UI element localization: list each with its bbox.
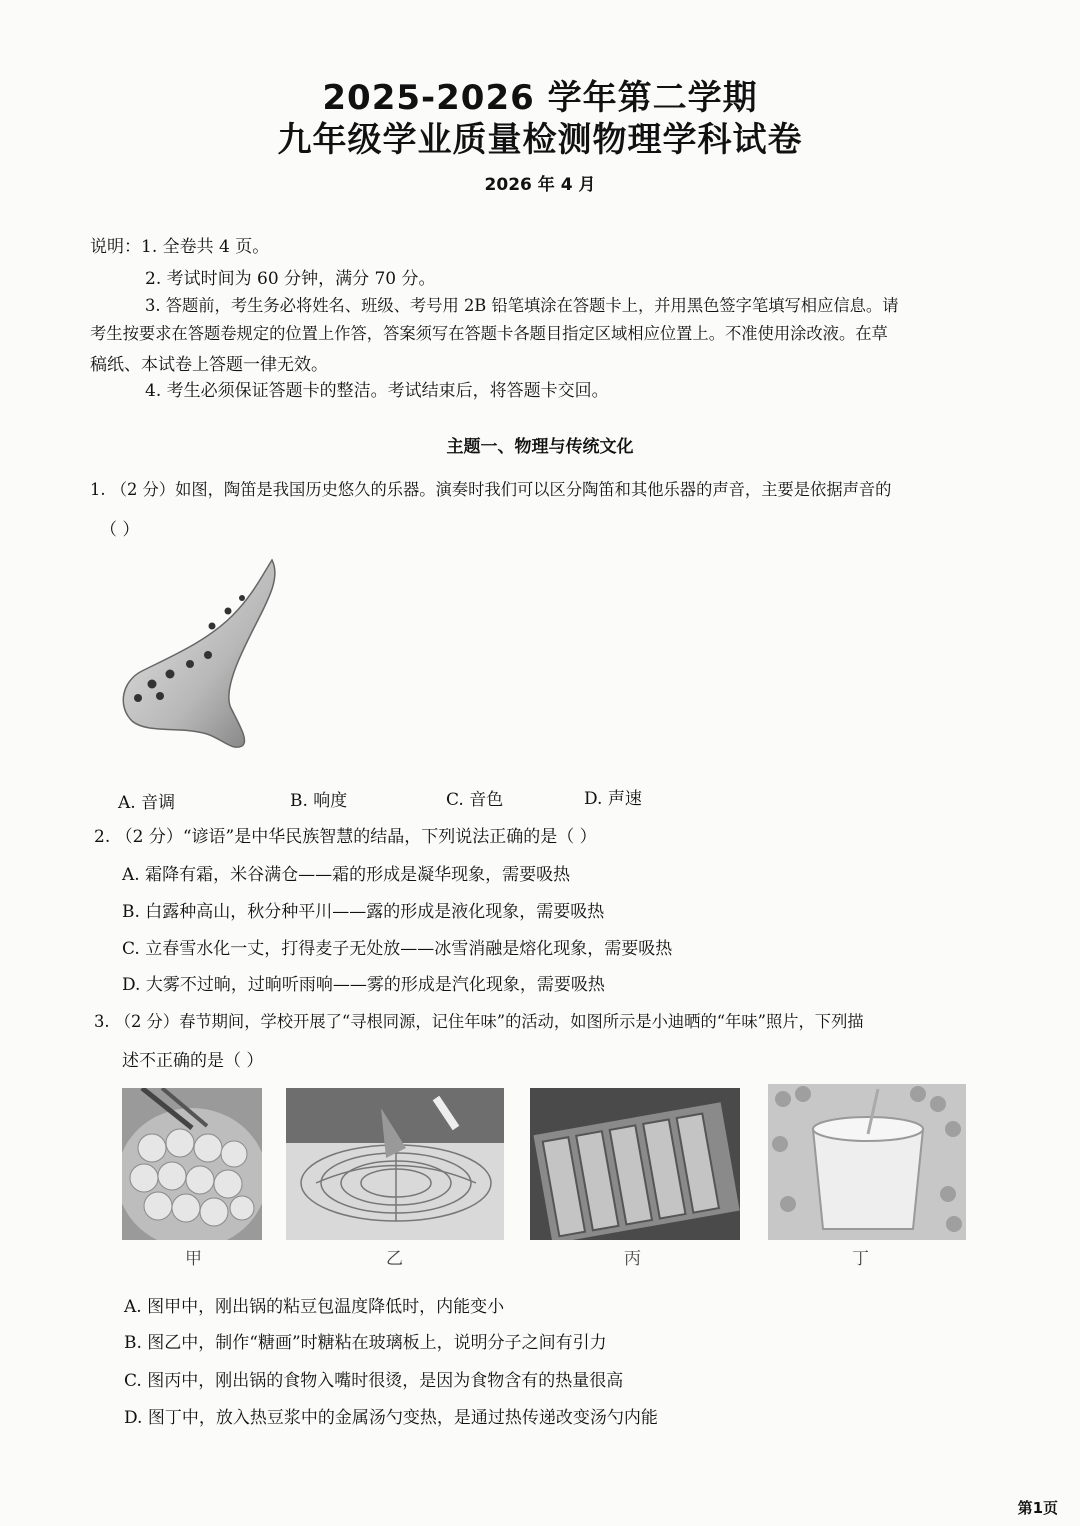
photo-jia xyxy=(122,1088,262,1240)
q2-option-c: C. 立春雪水化一丈，打得麦子无处放——冰雪消融是熔化现象，需要吸热 xyxy=(122,939,673,959)
q1-option-a: A. 音调 xyxy=(118,793,176,813)
q3-stem-line2: 述不正确的是（ ） xyxy=(122,1051,264,1071)
q3-stem-line1: 3. （2 分）春节期间，学校开展了“寻根同源，记住年味”的活动，如图所示是小迪晒的“年味”照片，下列描 xyxy=(94,1012,864,1031)
q1-option-d: D. 声速 xyxy=(584,789,642,809)
photo-ding xyxy=(768,1084,966,1240)
q1-option-c: C. 音色 xyxy=(446,790,504,810)
q1-option-b: B. 响度 xyxy=(290,791,348,811)
note-line-3b: 考生按要求在答题卷规定的位置上作答，答案须写在答题卡各题目指定区域相应位置上。不准使用涂改液。在草 xyxy=(90,324,888,343)
q2-stem: 2. （2 分）“谚语”是中华民族智慧的结晶，下列说法正确的是（ ） xyxy=(94,827,597,847)
note-line-1: 说明：1. 全卷共 4 页。 xyxy=(90,237,270,257)
exam-title-line1: 2025-2026 学年第二学期 xyxy=(322,78,758,118)
ocarina-image xyxy=(112,556,282,756)
q3-option-c: C. 图丙中，刚出锅的食物入嘴时很烫，是因为食物含有的热量很高 xyxy=(124,1371,624,1391)
q3-option-b: B. 图乙中，制作“糖画”时糖粘在玻璃板上，说明分子之间有引力 xyxy=(124,1333,607,1353)
q2-option-b: B. 白露种高山，秋分种平川——露的形成是液化现象，需要吸热 xyxy=(122,902,605,922)
photo-caption-bing: 丙 xyxy=(624,1249,641,1269)
note-line-3a: 3. 答题前，考生务必将姓名、班级、考号用 2B 铅笔填涂在答题卡上，并用黑色签字笔填写相应信息。请 xyxy=(145,296,899,315)
q1-blank: （ ） xyxy=(100,520,140,540)
note-line-4: 4. 考生必须保证答题卡的整洁。考试结束后，将答题卡交回。 xyxy=(145,381,609,401)
q3-option-d: D. 图丁中，放入热豆浆中的金属汤勺变热，是通过热传递改变汤勺内能 xyxy=(124,1408,658,1428)
photo-caption-ding: 丁 xyxy=(852,1249,869,1269)
section-heading: 主题一、物理与传统文化 xyxy=(446,437,634,457)
photo-yi xyxy=(286,1088,504,1240)
q2-option-a: A. 霜降有霜，米谷满仓——霜的形成是凝华现象，需要吸热 xyxy=(122,865,571,885)
exam-date: 2026 年 4 月 xyxy=(484,175,596,195)
q3-option-a: A. 图甲中，刚出锅的粘豆包温度降低时，内能变小 xyxy=(124,1297,505,1317)
page-number: 第1页 xyxy=(1017,1499,1058,1517)
photo-bing xyxy=(530,1088,740,1240)
q2-option-d: D. 大雾不过晌，过晌听雨响——雾的形成是汽化现象，需要吸热 xyxy=(122,975,605,995)
photo-caption-yi: 乙 xyxy=(386,1249,403,1269)
note-line-3c: 稿纸、本试卷上答题一律无效。 xyxy=(90,355,328,375)
exam-title-line2: 九年级学业质量检测物理学科试卷 xyxy=(277,120,803,160)
note-line-2: 2. 考试时间为 60 分钟，满分 70 分。 xyxy=(145,269,436,289)
q1-stem: 1. （2 分）如图，陶笛是我国历史悠久的乐器。演奏时我们可以区分陶笛和其他乐器的声音，主要是依据声音的 xyxy=(90,480,892,499)
photo-caption-jia: 甲 xyxy=(185,1249,202,1269)
